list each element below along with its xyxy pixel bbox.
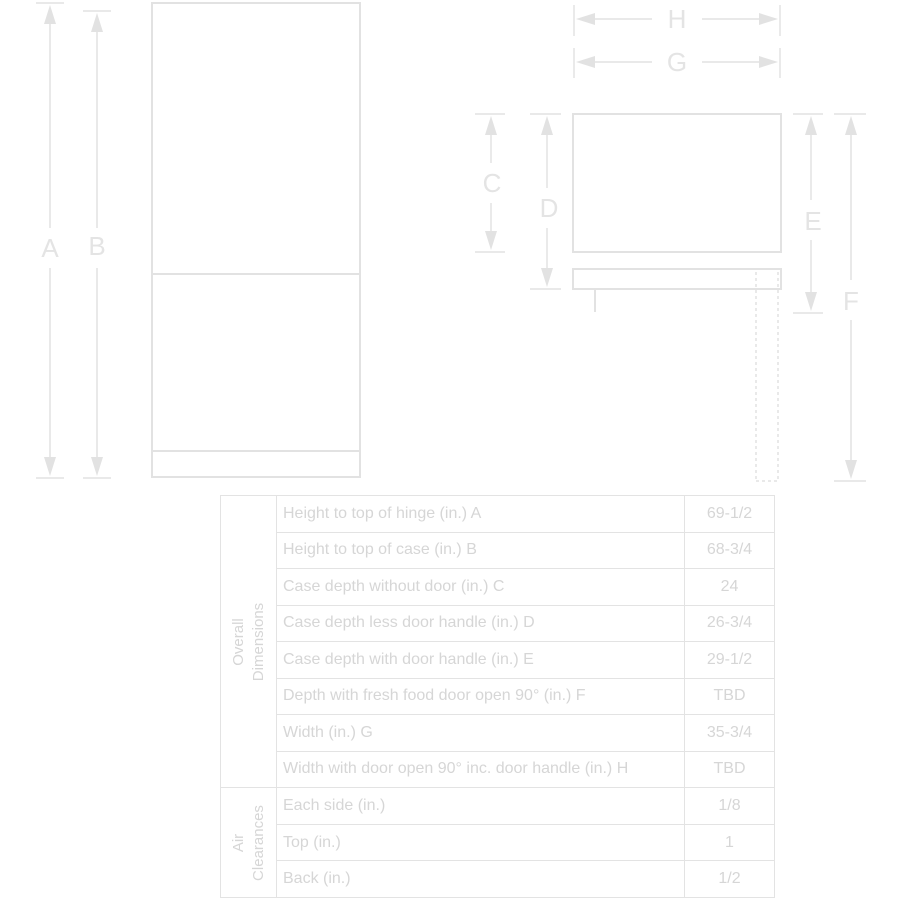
row-value: 1/8 bbox=[685, 788, 775, 825]
dimension-g bbox=[574, 47, 780, 78]
row-label: Width with door open 90° inc. door handle (in.) H bbox=[277, 751, 685, 788]
specifications-table bbox=[220, 495, 775, 898]
row-label: Case depth less door handle (in.) D bbox=[277, 605, 685, 642]
group-title-line2: Dimensions bbox=[249, 602, 267, 681]
front-view bbox=[152, 3, 360, 477]
row-value: 68-3/4 bbox=[685, 532, 775, 569]
refrigerator-case-outline bbox=[152, 3, 360, 477]
row-label: Height to top of case (in.) B bbox=[277, 532, 685, 569]
table-row bbox=[221, 642, 775, 679]
row-value: 24 bbox=[685, 569, 775, 606]
label-h: H bbox=[667, 4, 687, 34]
dimension-e bbox=[793, 114, 823, 313]
row-label: Back (in.) bbox=[277, 861, 685, 898]
row-value: 26-3/4 bbox=[685, 605, 775, 642]
row-label: Each side (in.) bbox=[277, 788, 685, 825]
group-air-clearances bbox=[221, 788, 277, 898]
table-row bbox=[221, 861, 775, 898]
dimension-h bbox=[574, 4, 780, 36]
table-row bbox=[221, 496, 775, 533]
row-value: TBD bbox=[685, 678, 775, 715]
label-e: E bbox=[804, 206, 822, 236]
row-label: Case depth without door (in.) C bbox=[277, 569, 685, 606]
dimension-b bbox=[83, 11, 111, 478]
row-value: 1 bbox=[685, 824, 775, 861]
row-label: Case depth with door handle (in.) E bbox=[277, 642, 685, 679]
table-row bbox=[221, 824, 775, 861]
table-row bbox=[221, 788, 775, 825]
table-row bbox=[221, 569, 775, 606]
dimension-d bbox=[530, 114, 561, 289]
label-g: G bbox=[666, 47, 688, 77]
row-label: Depth with fresh food door open 90° (in.) F bbox=[277, 678, 685, 715]
dimension-c bbox=[475, 114, 505, 252]
group-title-line1: Air bbox=[229, 833, 247, 852]
case-top-outline bbox=[573, 114, 781, 252]
row-value: 35-3/4 bbox=[685, 715, 775, 752]
row-label: Height to top of hinge (in.) A bbox=[277, 496, 685, 533]
top-view bbox=[573, 114, 781, 481]
group-title-line1: Overall bbox=[229, 617, 247, 666]
label-c: C bbox=[482, 168, 502, 198]
row-value: 29-1/2 bbox=[685, 642, 775, 679]
row-value: TBD bbox=[685, 751, 775, 788]
row-value: 1/2 bbox=[685, 861, 775, 898]
table-row bbox=[221, 605, 775, 642]
table-row bbox=[221, 678, 775, 715]
group-overall-dimensions bbox=[221, 496, 277, 788]
group-title-line2: Clearances bbox=[249, 804, 267, 881]
label-f: F bbox=[843, 286, 859, 316]
table-row bbox=[221, 532, 775, 569]
label-a: A bbox=[41, 233, 59, 263]
label-d: D bbox=[539, 193, 559, 223]
row-label: Width (in.) G bbox=[277, 715, 685, 752]
label-b: B bbox=[88, 231, 106, 261]
door-top-outline bbox=[573, 269, 781, 289]
row-value: 69-1/2 bbox=[685, 496, 775, 533]
dimension-a bbox=[36, 3, 64, 478]
table-row bbox=[221, 715, 775, 752]
table-row bbox=[221, 751, 775, 788]
dimension-f bbox=[834, 114, 866, 481]
row-label: Top (in.) bbox=[277, 824, 685, 861]
